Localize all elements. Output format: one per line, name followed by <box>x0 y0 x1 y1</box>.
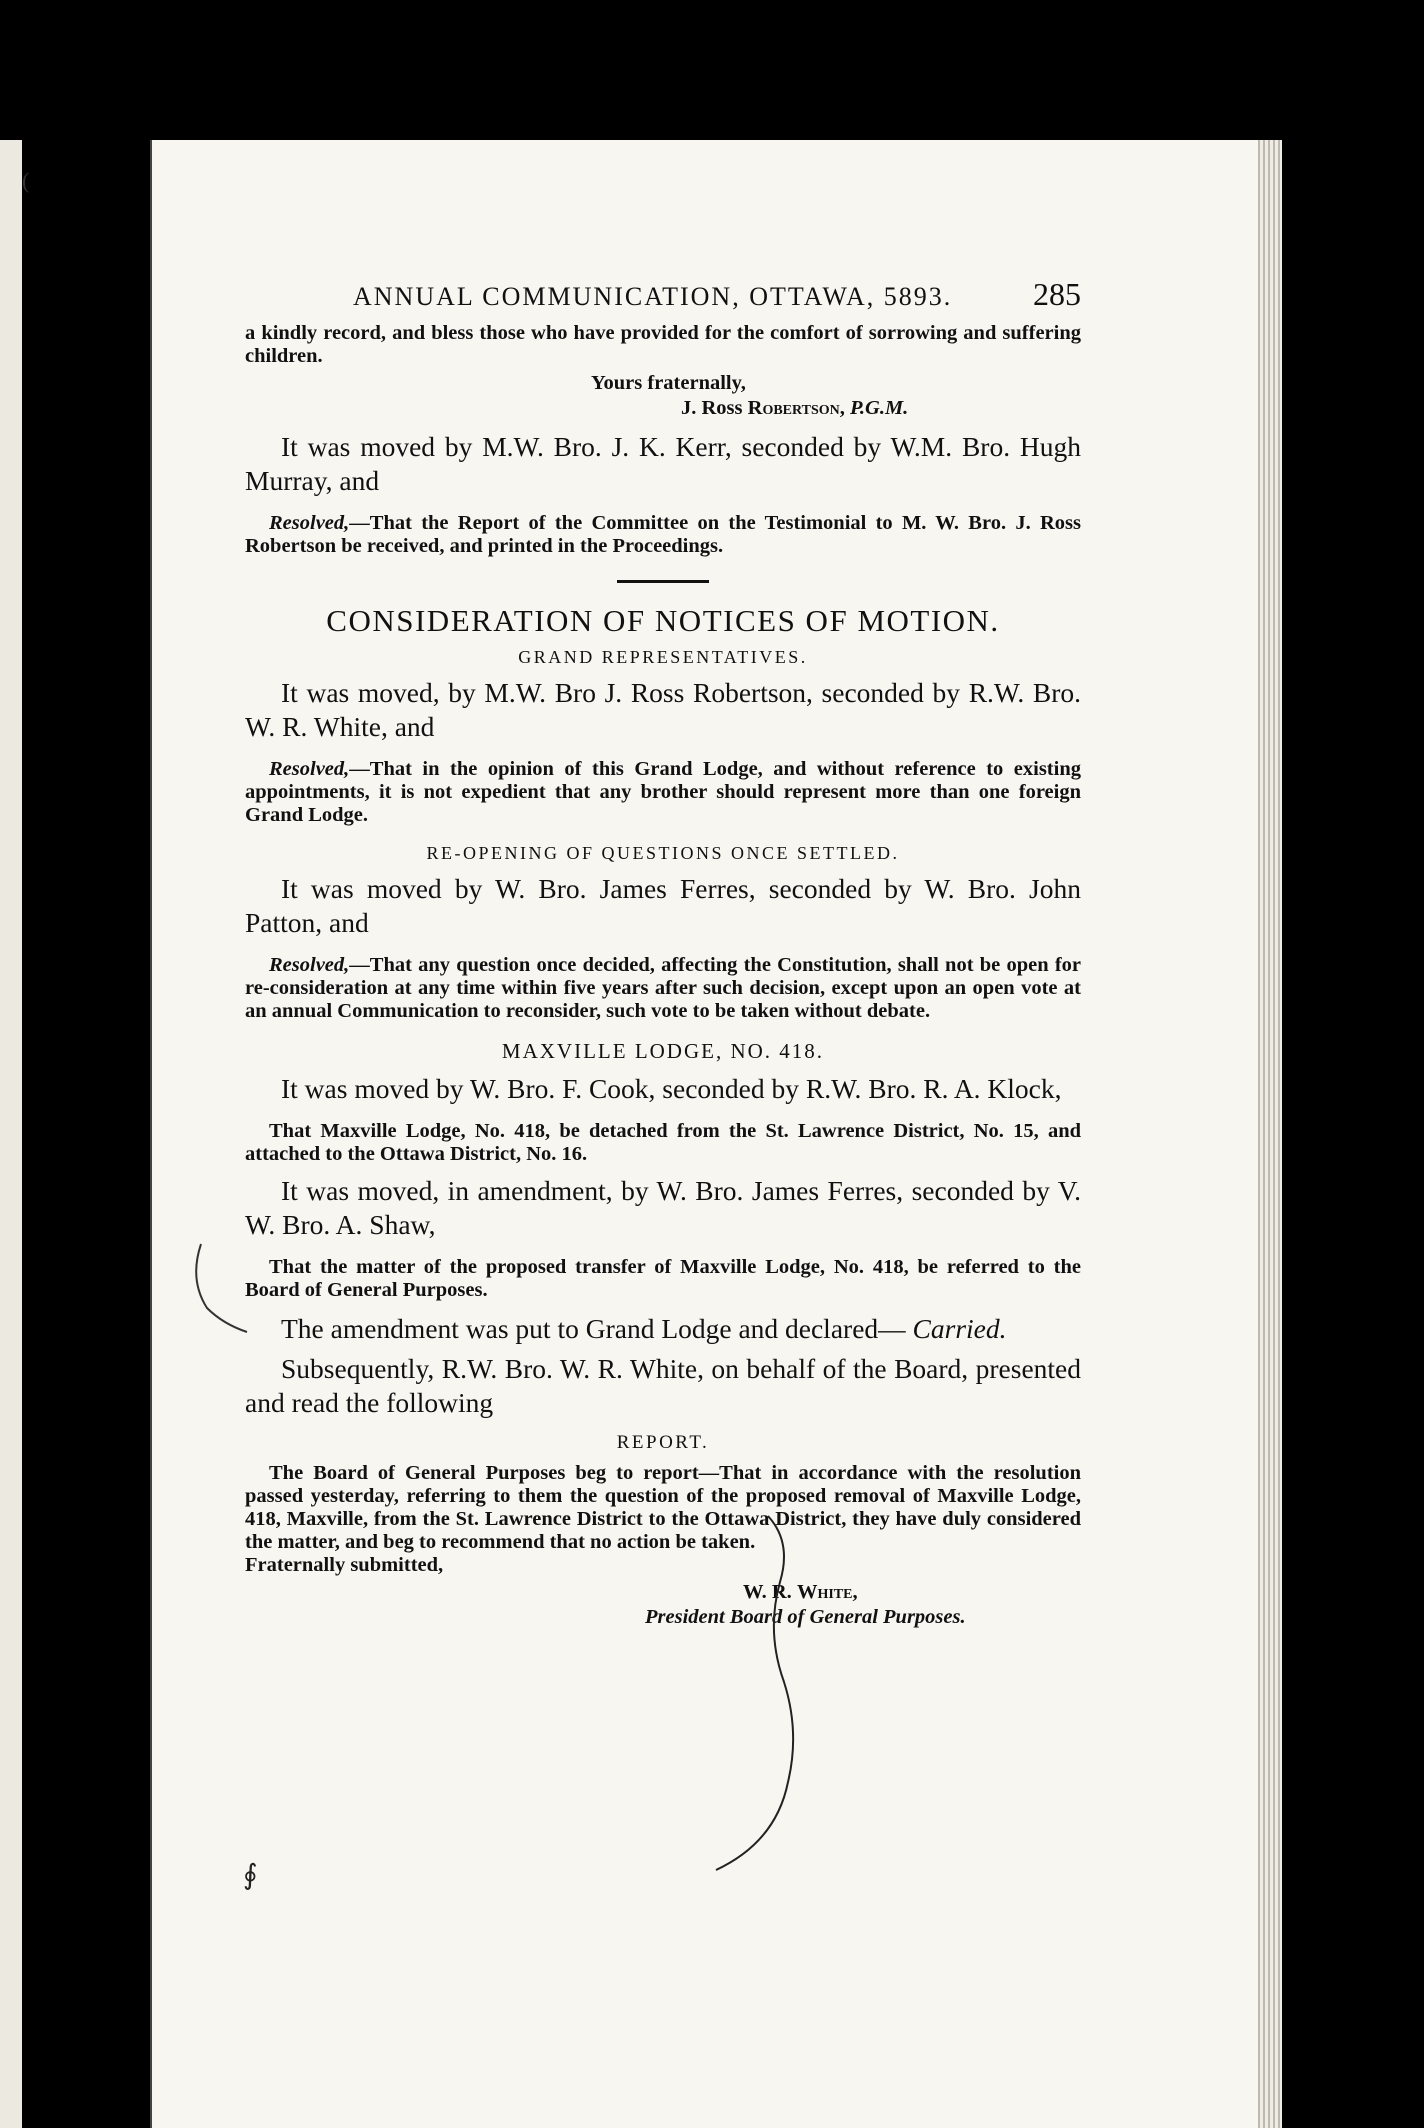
signer-name: J. Ross <box>681 397 743 419</box>
testimonial-motion: It was moved by M.W. Bro. J. K. Kerr, seconded by W.M. Bro. Hugh Murray, and <box>245 431 1081 496</box>
maxville-heading: MAXVILLE LODGE, NO. 418. <box>501 1039 825 1063</box>
testimonial-resolution <box>245 512 1081 558</box>
declared-text: The amendment was put to Grand Lodge and declared— <box>281 1313 906 1344</box>
resolved-label: Resolved, <box>269 758 350 780</box>
letter-signature: J. Ross Robertson, P.G.M. <box>681 397 909 419</box>
header-title: ANNUAL COMMUNICATION, OTTAWA, 5893. <box>353 282 953 311</box>
grand-representatives-heading: GRAND REPRESENTATIVES. <box>518 647 808 667</box>
declared-result: Carried. <box>912 1313 1007 1344</box>
reopening-motion: It was moved by W. Bro. James Ferres, seconded by W. Bro. John Patton, and <box>245 873 1081 938</box>
running-header <box>353 272 1081 322</box>
facing-page-edge <box>0 140 22 2128</box>
reopening-resolution <box>245 954 1081 1023</box>
report-signer-surname: White, <box>796 1581 858 1603</box>
page-stack-edge <box>1258 140 1282 2128</box>
section-heading: CONSIDERATION OF NOTICES OF MOTION. <box>326 603 1000 638</box>
report-body: The Board of General Purposes beg to report—That in accordance with the resolution passed yesterday, referring to them the question of the proposed removal of Maxville Lodge, 418, Maxville, from the St. Lawrence District to the Ottawa District, they have duly considered the matter, and beg to recommend that no action be taken. <box>245 1462 1081 1553</box>
resolved-text: —That any question once decided, affecting the Constitution, shall not be open for re-consideration at any time within five years after such decision, except upon an open vote at an annual Communication to reconsider, such vote to be taken without debate. <box>245 954 1081 1022</box>
maxville-motion-text: That Maxville Lodge, No. 418, be detached from the St. Lawrence District, No. 15, and attached to the Ottawa District, No. 16. <box>245 1120 1081 1165</box>
reopening-heading: RE-OPENING OF QUESTIONS ONCE SETTLED. <box>426 843 900 863</box>
maxville-amendment-text: That the matter of the proposed transfer of Maxville Lodge, No. 418, be referred to the Board of General Purposes. <box>245 1256 1081 1301</box>
letter-closing-text: a kindly record, and bless those who have provided for the comfort of sorrowing and suffering children. <box>245 322 1081 367</box>
signer-title: P.G.M. <box>850 397 909 419</box>
grand-representatives-resolution <box>245 758 1081 827</box>
ink-blot: ∮ <box>243 1860 258 1891</box>
section-divider <box>617 580 709 583</box>
amendment-declared <box>245 1312 1081 1346</box>
valediction: Yours fraternally, <box>591 372 746 394</box>
page-content <box>245 272 1081 1629</box>
bracket-mark <box>183 1240 253 1336</box>
pencil-mark: ( <box>22 168 30 193</box>
report-signer-title: President Board of General Purposes. <box>645 1606 966 1628</box>
grand-representatives-motion: It was moved, by M.W. Bro J. Ross Robertson, seconded by R.W. Bro. W. R. White, and <box>245 677 1081 742</box>
report-heading: REPORT. <box>616 1432 710 1453</box>
resolved-label: Resolved, <box>269 954 350 976</box>
resolved-text: —That the Report of the Committee on the Testimonial to M. W. Bro. J. Ross Robertson be received, and printed in the Proceedings. <box>245 512 1081 557</box>
resolved-label: Resolved, <box>269 512 350 534</box>
subsequently-text: Subsequently, R.W. Bro. W. R. White, on behalf of the Board, presented and read the following <box>245 1353 1081 1418</box>
report-signer-initials: W. R. <box>743 1581 792 1603</box>
resolved-text: —That in the opinion of this Grand Lodge, and without reference to existing appointments, it is not expedient that any brother should represent more than one foreign Grand Lodge. <box>245 758 1081 826</box>
ink-annotation-line <box>696 1512 818 1882</box>
signer-surname: Robertson <box>747 397 840 419</box>
maxville-amendment-motion: It was moved, in amendment, by W. Bro. James Ferres, seconded by V. W. Bro. A. Shaw, <box>245 1175 1081 1240</box>
report-closing <box>245 1554 1081 1577</box>
page-number: 285 <box>1033 276 1081 312</box>
fraternally-submitted: Fraternally submitted, <box>245 1554 444 1576</box>
scan-left-margin <box>0 0 150 2128</box>
maxville-motion: It was moved by W. Bro. F. Cook, seconded by R.W. Bro. R. A. Klock, <box>281 1073 1062 1104</box>
